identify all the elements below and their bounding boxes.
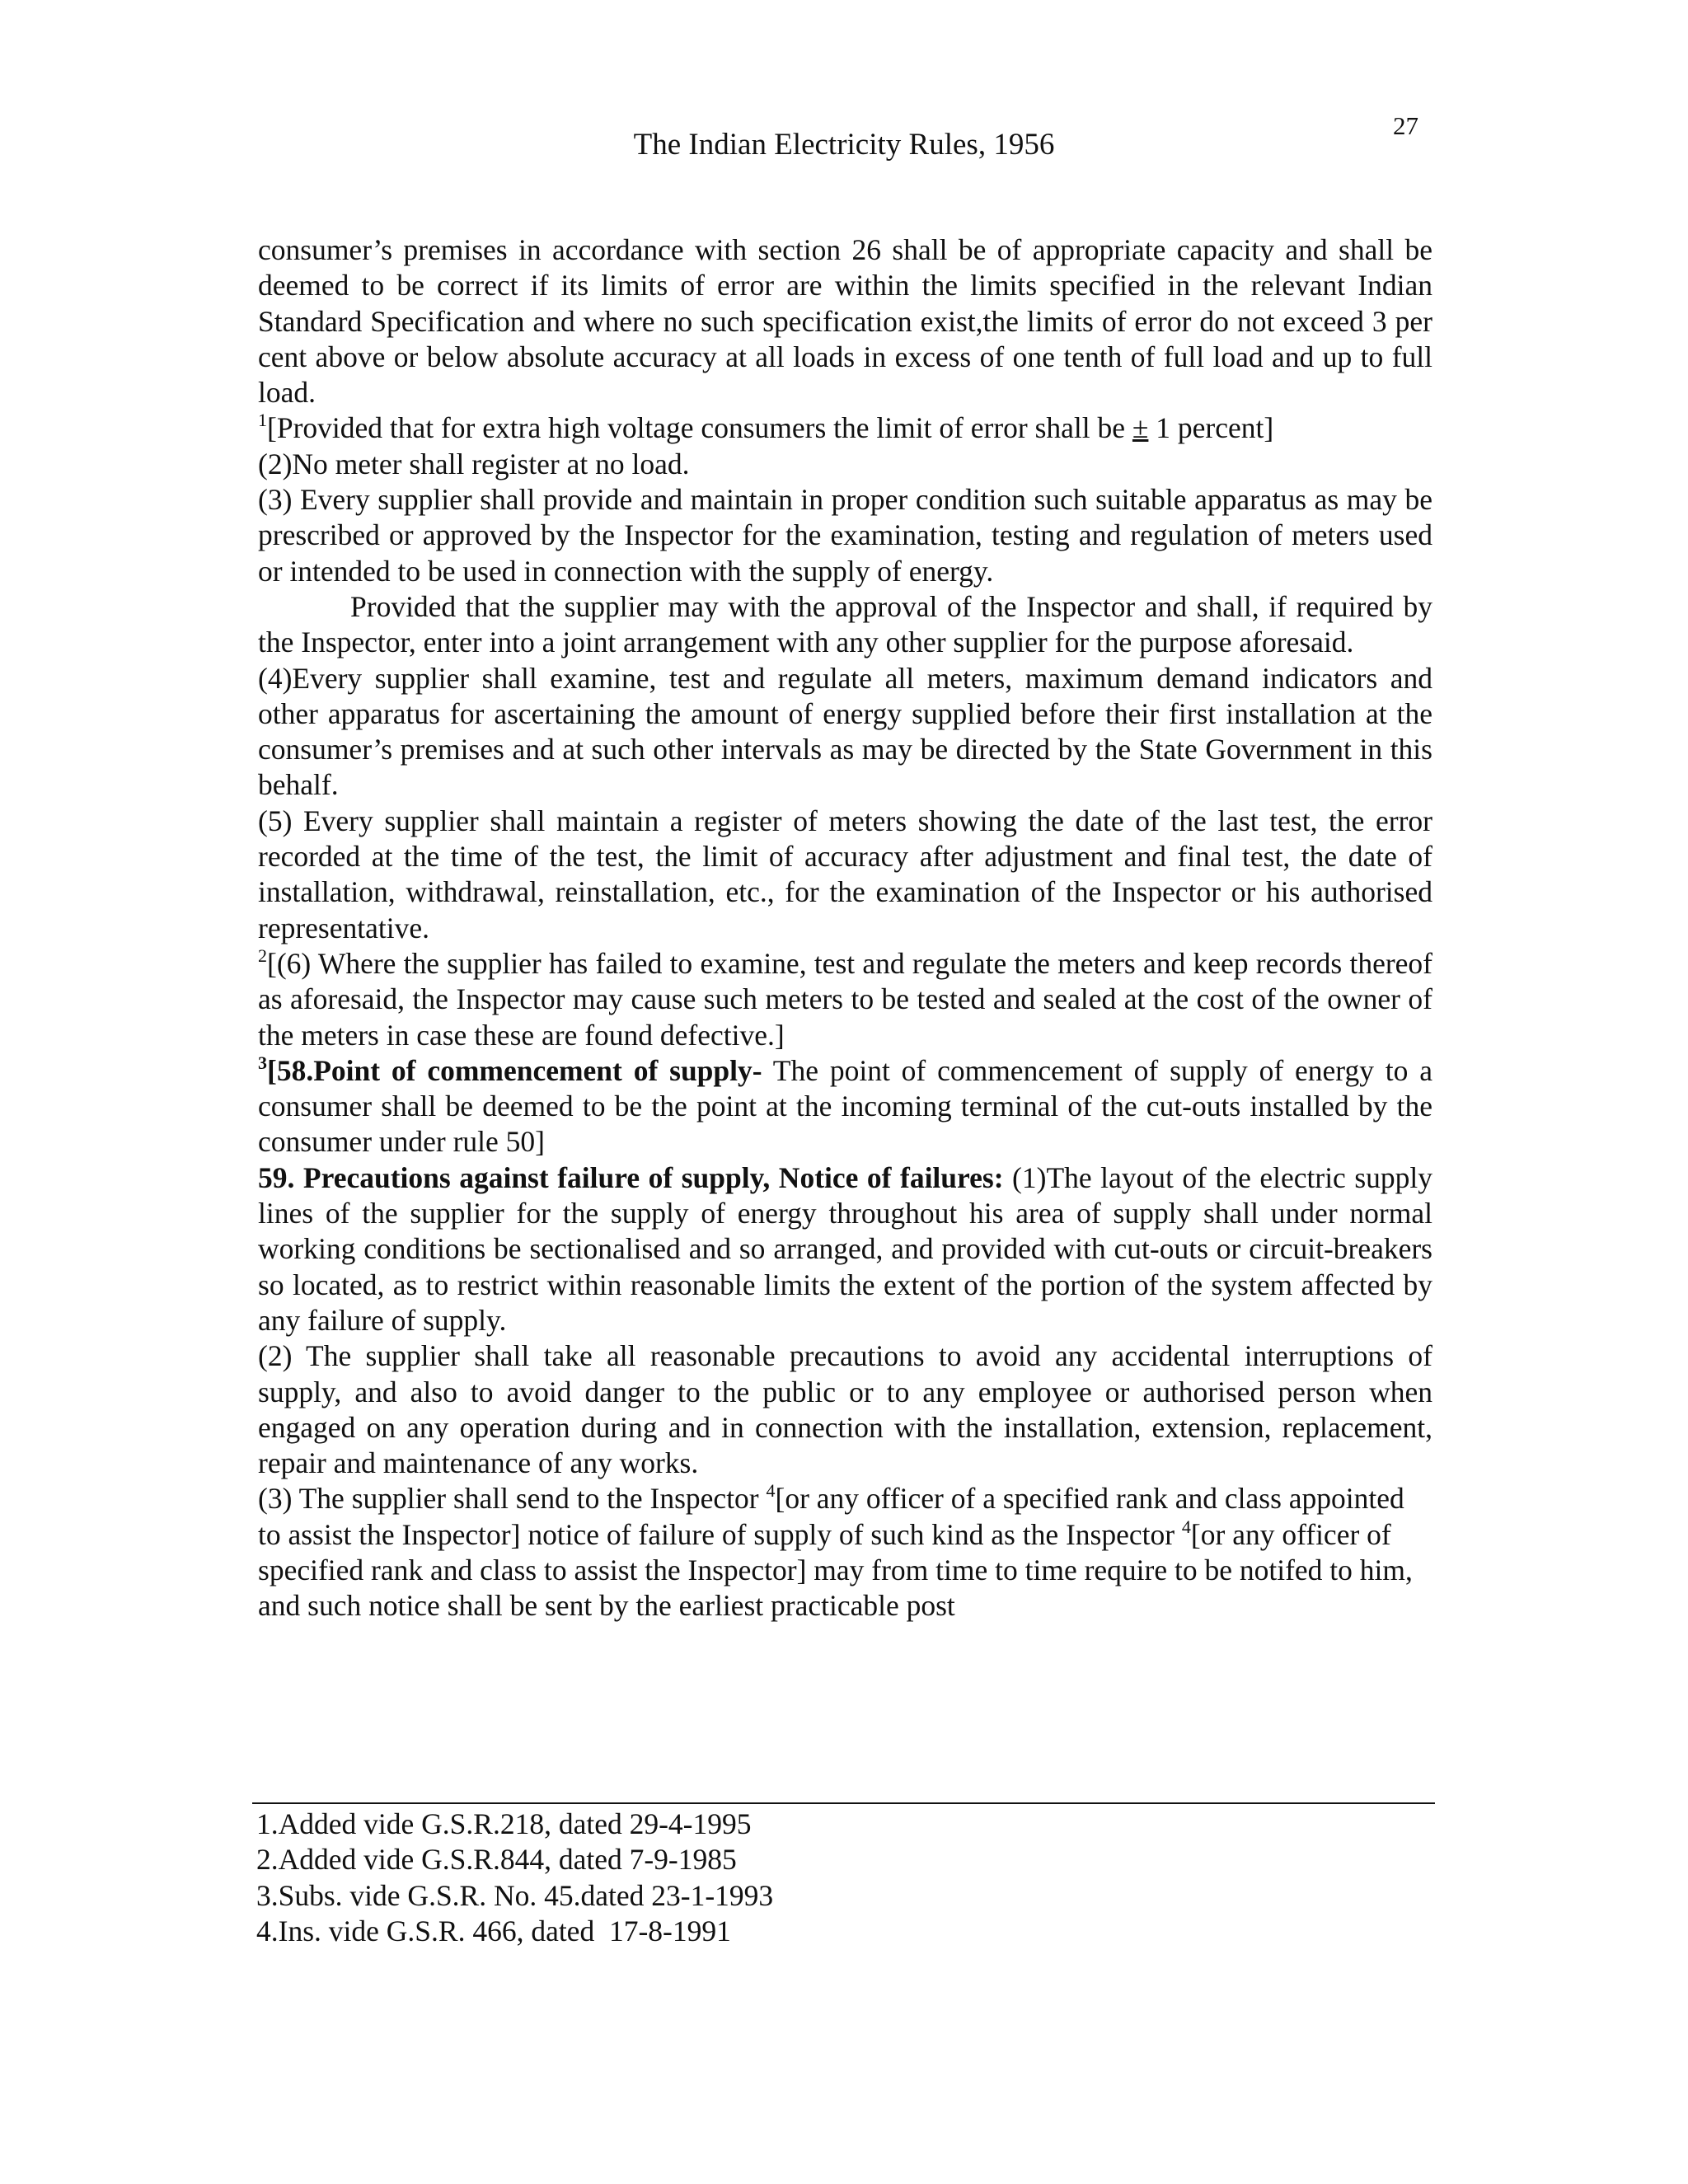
footnote-ref-4a: 4	[766, 1480, 776, 1502]
paragraph-joint-arrangement: Provided that the supplier may with the approval of the Inspector and shall, if required by the Inspector, enter into a joint arrangement with any other supplier for the purpose aforesaid.	[258, 589, 1432, 659]
rule-59-3-text-c: [or any officer of specified rank and class to assist the Inspector] may from time to time require to be notifed to him, and such notice shall be sent by the earliest practicable post	[258, 1517, 1413, 1623]
footnote-2: 2.Added vide G.S.R.844, dated 7-9-1985	[256, 1843, 737, 1877]
footnote-ref-2: 2	[258, 944, 267, 966]
paragraph-no-load: (2)No meter shall register at no load.	[258, 447, 690, 480]
paragraph-rule-57-6	[258, 946, 1432, 1053]
footnote-ref-3: 3	[258, 1052, 267, 1073]
plus-minus-sign: ±	[1132, 411, 1149, 445]
running-title: The Indian Electricity Rules, 1956	[633, 128, 1055, 162]
paragraph-rule-59-3	[258, 1481, 1432, 1624]
paragraph-meter-accuracy: consumer’s premises in accordance with section 26 shall be of appropriate capacity and shall be deemed to be correct if its limits of error are within the limits specified in the relevant Indian Standard Specification and where no such specification exist,the limits of error do not exceed 3 per cent above or below absolute accuracy at all loads in excess of one tenth of full load and up to full load.	[258, 233, 1432, 410]
proviso-text-b: 1 percent]	[1148, 411, 1274, 445]
rule-59-3-text-a: (3) The supplier shall send to the Inspector	[258, 1482, 767, 1516]
paragraph-examine-meters: (4)Every supplier shall examine, test and regulate all meters, maximum demand indicators and other apparatus for ascertaining the amount of energy supplied before their first installation at the consumer’s premises and at such other intervals as may be directed by the State Government in this behalf.	[258, 661, 1432, 802]
rule-58-text: The point of commencement of supply of energy to a consumer shall be deemed to be the point at the incoming terminal of the cut-outs installed by the consumer under rule 50]	[258, 1053, 1432, 1159]
paragraph-rule-59	[258, 1160, 1432, 1338]
paragraph-register-of-meters: (5) Every supplier shall maintain a register of meters showing the date of the last test, the error recorded at the time of the test, the limit of accuracy after adjustment and final test, the date of installation, withdrawal, reinstallation, etc., for the examination of the Inspector or his authorised representative.	[258, 804, 1432, 944]
rule-59-3-text-b: [or any officer of a specified rank and class appointed to assist the Inspector] notice of failure of supply of such kind as the Inspector	[258, 1482, 1404, 1551]
footnotes	[256, 1807, 773, 1949]
footnote-divider	[252, 1802, 1435, 1804]
body-text	[258, 232, 1432, 1624]
proviso-text-a: [Provided that for extra high voltage consumers the limit of error shall be	[267, 411, 1132, 445]
footnote-4: 4.Ins. vide G.S.R. 466, dated 17-8-1991	[256, 1914, 731, 1947]
rule-57-6-text: [(6) Where the supplier has failed to examine, test and regulate the meters and keep records thereof as aforesaid, the Inspector may cause such meters to be tested and sealed at the cost of the owner of the meters in case these are found defective.]	[258, 946, 1432, 1052]
rule-59-text: (1)The layout of the electric supply lines of the supplier for the supply of energy throughout his area of supply shall under normal working conditions be sectionalised and so arranged, and provided with cut-outs or circuit-breakers so located, as to restrict within reasonable limits the extent of the portion of the system affected by any failure of supply.	[258, 1160, 1433, 1337]
rule-58-heading: [58.Point of commencement of supply-	[267, 1053, 762, 1087]
paragraph-proviso-ehv	[258, 410, 1432, 446]
footnote-ref-4b: 4	[1181, 1516, 1191, 1537]
footnote-3: 3.Subs. vide G.S.R. No. 45.dated 23-1-1993	[256, 1878, 774, 1912]
rule-59-heading: 59. Precautions against failure of supply, Notice of failures:	[258, 1160, 1004, 1194]
footnote-1: 1.Added vide G.S.R.218, dated 29-4-1995	[256, 1807, 752, 1840]
page-number: 27	[1393, 111, 1418, 140]
paragraph-testing-apparatus: (3) Every supplier shall provide and maintain in proper condition such suitable apparatus as may be prescribed or approved by the Inspector for the examination, testing and regulation of meters used or intended to be used in connection with the supply of energy.	[258, 483, 1432, 588]
footnote-ref-1: 1	[258, 410, 267, 431]
paragraph-rule-58	[258, 1053, 1432, 1160]
paragraph-rule-59-2: (2) The supplier shall take all reasonable precautions to avoid any accidental interruptions of supply, and also to avoid danger to the public or to any employee or authorised person when engaged on any operation during and in connection with the installation, extension, replacement, repair and maintenance of any works.	[258, 1339, 1432, 1480]
